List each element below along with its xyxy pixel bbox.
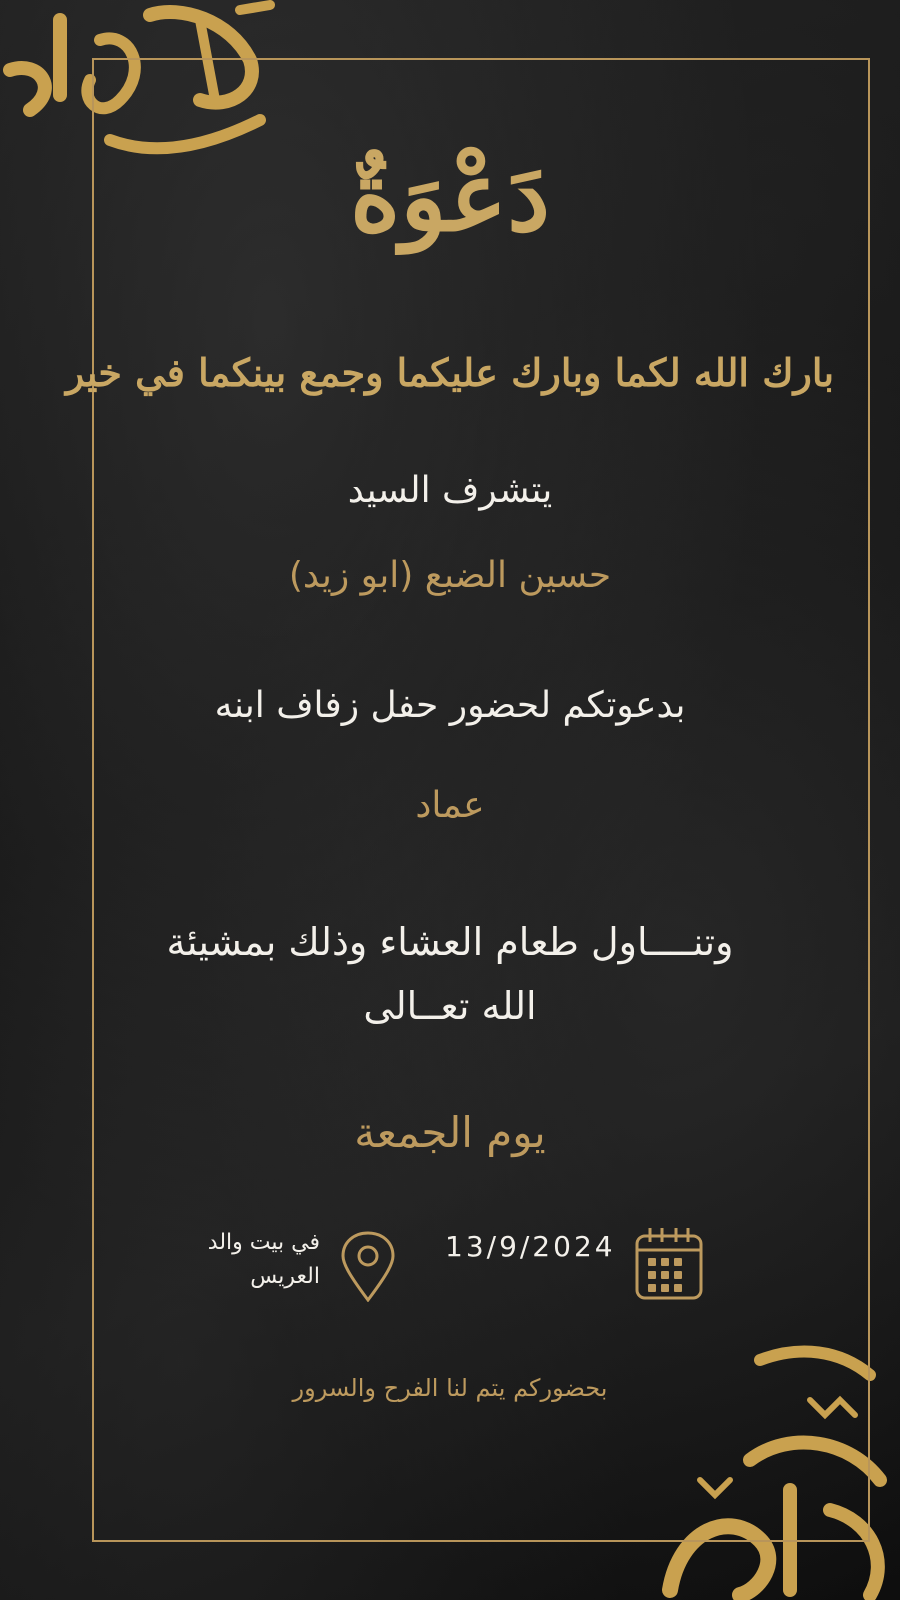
invite-line: بدعوتكم لحضور حفل زفاف ابنه — [214, 685, 686, 726]
event-location: في بيت والد العريس — [207, 1230, 320, 1289]
event-day: يوم الجمعة — [354, 1108, 546, 1157]
map-pin-icon — [340, 1230, 396, 1302]
calendar-icon — [634, 1226, 704, 1302]
marriage-blessing: بارك الله لكما وبارك عليكما وجمع بينكما في خير — [65, 350, 835, 395]
groom-name: عماد — [415, 785, 485, 826]
host-name: حسين الضبع (ابو زيد) — [288, 555, 612, 596]
event-date: 13/9/2024 — [445, 1230, 616, 1263]
honor-line: يتشرف السيد — [347, 470, 553, 511]
invitation-title: دَعْوَةٌ — [350, 140, 550, 253]
closing-line: بحضوركم يتم لنا الفرح والسرور — [292, 1374, 608, 1402]
dinner-line: وتنــــاول طعام العشاء وذلك بمشيئة الله تعــالى — [166, 920, 734, 1028]
